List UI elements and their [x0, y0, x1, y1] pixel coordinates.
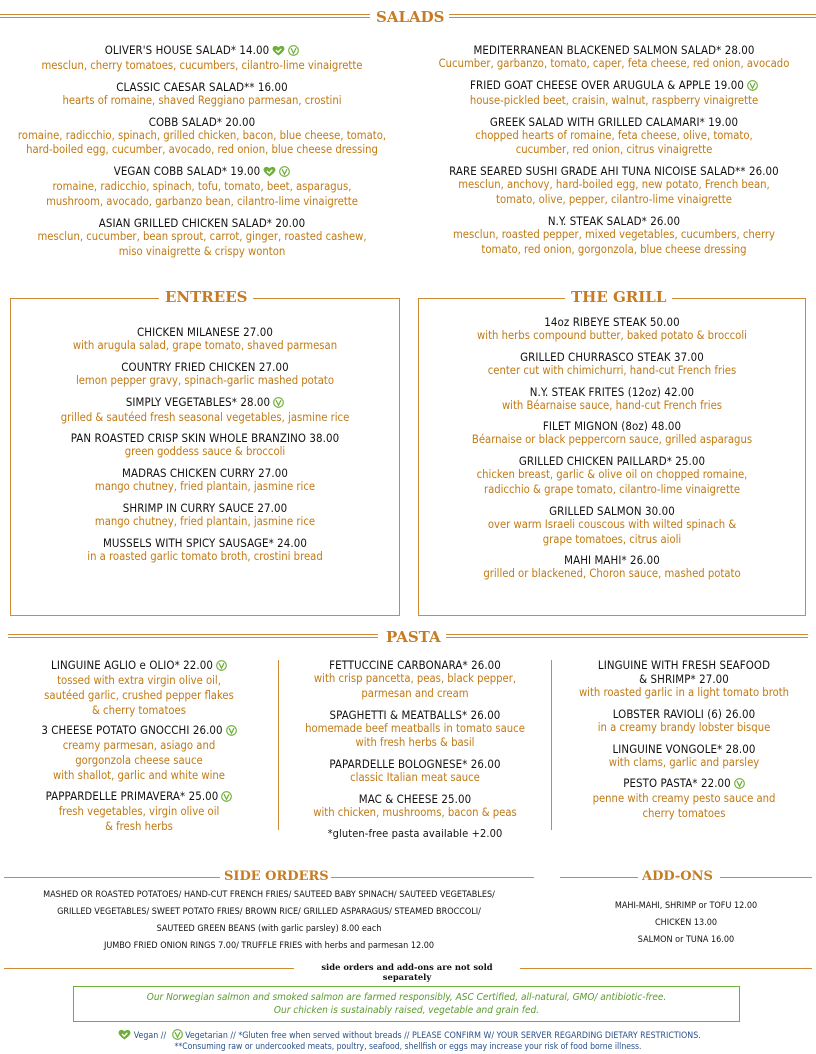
menu-item-description: with chicken, mushrooms, bacon & peas [313, 805, 517, 819]
menu-item-description: Béarnaise or black peppercorn sauce, grilled asparagus [471, 433, 753, 447]
menu-item [0, 164, 404, 210]
menu-item-name [0, 164, 404, 180]
menu-item-description: cherry tomatoes [642, 807, 726, 821]
side-orders-list [4, 887, 534, 955]
menu-item-name [284, 792, 546, 806]
menu-item-name [0, 115, 404, 129]
menu-item-name-text: PAPPARDELLE PRIMAVERA* 25.00 [45, 788, 219, 803]
menu-item [10, 466, 400, 495]
menu-item-name-text: COBB SALAD* 20.00 [148, 114, 256, 129]
menu-item-name-text: CHICKEN MILANESE 27.00 [137, 325, 273, 339]
menu-item [412, 214, 816, 258]
menu-item-name-text: COUNTRY FRIED CHICKEN 27.00 [121, 359, 289, 374]
menu-item [284, 658, 546, 702]
menu-item-description: house-pickled beet, craisin, walnut, raspberry vinaigrette [469, 93, 759, 107]
menu-item-name [0, 80, 404, 94]
menu-item [418, 419, 806, 448]
menu-item-description: mesclun, cucumber, bean sprout, carrot, ginger, roasted cashew, [37, 229, 367, 243]
addon-line: SALMON or TUNA 16.00 [637, 935, 735, 945]
menu-item [10, 395, 400, 426]
menu-item-name-text: LINGUINE VONGOLE* 28.00 [612, 741, 756, 756]
menu-item-description: center cut with chimichurri, hand-cut French fries [487, 363, 737, 377]
pasta-divider-left [278, 660, 279, 830]
menu-item-description: with crisp pancetta, peas, black pepper, [313, 672, 517, 685]
menu-item-name-text: SIMPLY VEGETABLES* 28.00 [125, 394, 271, 409]
menu-item-name-text: GREEK SALAD WITH GRILLED CALAMARI* 19.00 [489, 114, 739, 129]
menu-item-name-text: MAC & CHEESE 25.00 [358, 791, 472, 806]
menu-item-description: creamy parmesan, asiago and [62, 739, 216, 753]
menu-item [418, 553, 806, 582]
entrees-column [10, 325, 400, 571]
menu-item-name-text: GRILLED SALMON 30.00 [549, 503, 675, 518]
menu-item-description: mesclun, cherry tomatoes, cucumbers, cilantro-lime vinaigrette [41, 59, 363, 72]
vegetarian-legend-label: Vegetarian // *Gluten free when served without breads // PLEASE CONFIRM W/ YOUR SERVER REGARDING DIETARY RESTRICTIONS. [185, 1031, 701, 1041]
vegetarian-leaf-icon [221, 791, 232, 805]
menu-item-name-text: GRILLED CHICKEN PAILLARD* 25.00 [518, 454, 706, 469]
addon-line: CHICKEN 13.00 [654, 918, 717, 928]
menu-item-description: hearts of romaine, shaved Reggiano parmesan, crostini [62, 93, 342, 107]
menu-item-description: mango chutney, fried plantain, jasmine rice [94, 480, 316, 494]
side-orders-rule-right [324, 877, 534, 878]
menu-item-name-text: OLIVER'S HOUSE SALAD* 14.00 [104, 43, 270, 57]
salads-left-column [0, 43, 404, 265]
menu-item-description: mushroom, avocado, garbanzo bean, cilantro-lime vinaigrette [46, 194, 358, 208]
menu-item-name-text: FETTUCCINE CARBONARA* 26.00 [329, 658, 501, 672]
menu-item [10, 325, 400, 354]
menu-item-name-text: LINGUINE AGLIO e OLIO* 22.00 [51, 658, 213, 672]
menu-item-name [10, 466, 400, 480]
menu-item-description: in a roasted garlic tomato broth, crostini bread [87, 549, 323, 563]
menu-item-name-text: SPAGHETTI & MEATBALLS* 26.00 [329, 707, 501, 722]
menu-item-name-text: SHRIMP IN CURRY SAUCE 27.00 [122, 500, 288, 515]
pasta-middle-column [284, 658, 546, 841]
salads-heading: SALADS [372, 10, 449, 25]
menu-item [284, 708, 546, 752]
menu-item [418, 504, 806, 548]
menu-item-name [412, 78, 816, 94]
menu-item-name-text: MADRAS CHICKEN CURRY 27.00 [122, 466, 288, 481]
menu-item-description: chopped hearts of romaine, feta cheese, olive, tomato, [475, 128, 753, 142]
menu-item-description: chicken breast, garlic & olive oil on chopped romaine, [476, 468, 748, 482]
menu-item [284, 792, 546, 821]
menu-item-name [418, 385, 806, 399]
menu-item-name [418, 553, 806, 567]
pasta-right-column [558, 658, 810, 828]
menu-item-name [418, 350, 806, 364]
menu-item-name [10, 501, 400, 515]
vegan-legend-label: Vegan // [133, 1031, 167, 1041]
pasta-rule-left [8, 634, 378, 638]
sourcing-note-box [73, 986, 740, 1022]
menu-item-description: with herbs compound butter, baked potato & broccoli [477, 329, 747, 342]
menu-item-description: gorgonzola cheese sauce [75, 754, 203, 768]
sourcing-note-line: Our Norwegian salmon and smoked salmon are farmed responsibly, ASC Certified, all-natural, GMO/ antibiotic-free. [146, 992, 667, 1003]
addons-list [560, 898, 812, 949]
menu-item-name [418, 504, 806, 518]
menu-item-description: with roasted garlic in a light tomato broth [578, 686, 790, 699]
menu-item-name-text: CLASSIC CAESAR SALAD** 16.00 [116, 79, 288, 94]
menu-item-description: mesclun, roasted pepper, mixed vegetables, cucumbers, cherry [453, 227, 775, 241]
menu-item [412, 115, 816, 159]
menu-item-name [558, 776, 810, 792]
menu-item-name-text: MAHI MAHI* 26.00 [564, 553, 660, 568]
addon-line: MAHI-MAHI, SHRIMP or TOFU 12.00 [614, 901, 758, 911]
menu-item-description: romaine, radicchio, spinach, grilled chicken, bacon, blue cheese, tomato, [17, 128, 387, 142]
menu-item-description: Cucumber, garbanzo, tomato, caper, feta cheese, red onion, avocado [438, 57, 790, 70]
menu-item-name [284, 658, 546, 672]
not-sold-rule-left [4, 968, 294, 969]
menu-item-name-text: N.Y. STEAK SALAD* 26.00 [547, 213, 681, 228]
menu-item [8, 658, 270, 718]
menu-item [418, 350, 806, 379]
menu-item-name [558, 707, 810, 721]
menu-item-name [10, 536, 400, 550]
menu-item [412, 78, 816, 109]
menu-item-name [8, 723, 270, 739]
vegetarian-leaf-icon [216, 660, 227, 674]
menu-item-name-text: 3 CHEESE POTATO GNOCCHI 26.00 [41, 723, 223, 738]
grill-heading: THE GRILL [565, 290, 672, 305]
menu-item-name [418, 315, 806, 329]
menu-item-description: over warm Israeli couscous with wilted spinach & [487, 517, 737, 531]
menu-item-description: sautéed garlic, crushed pepper flakes [44, 688, 234, 702]
menu-item [8, 789, 270, 835]
menu-item-name [412, 115, 816, 129]
menu-item-name [558, 658, 810, 672]
menu-item-description: with arugula salad, grape tomato, shaved parmesan [72, 339, 338, 352]
menu-item-description: with fresh herbs & basil [355, 736, 475, 750]
pasta-rule-right [438, 634, 808, 638]
menu-item-description: grilled & sautéed fresh seasonal vegetables, jasmine rice [60, 410, 350, 424]
gluten-free-pasta-note: *gluten-free pasta available +2.00 [327, 826, 503, 840]
menu-item-name [10, 395, 400, 411]
menu-item-description: classic Italian meat sauce [350, 771, 480, 785]
addons-heading: ADD-ONS [642, 869, 713, 884]
menu-item-name [10, 431, 400, 445]
grill-column [418, 315, 806, 588]
menu-item [284, 757, 546, 786]
side-orders-line: SAUTEED GREEN BEANS (with garlic parsley) 8.00 each [156, 924, 382, 934]
menu-item-name [418, 454, 806, 468]
menu-item [558, 776, 810, 822]
vegan-heart-icon [272, 45, 285, 59]
vegetarian-leaf-icon [273, 397, 284, 411]
side-orders-line: MASHED OR ROASTED POTATOES/ HAND-CUT FRENCH FRIES/ SAUTEED BABY SPINACH/ SAUTEED VEGETABLES/ [43, 890, 495, 900]
menu-item-name-text: PAPARDELLE BOLOGNESE* 26.00 [329, 757, 501, 772]
menu-item-name [284, 757, 546, 771]
menu-item-name-text: PAN ROASTED CRISP SKIN WHOLE BRANZINO 38.00 [70, 431, 340, 446]
menu-item-description: penne with creamy pesto sauce and [592, 792, 776, 806]
menu-item [10, 360, 400, 389]
menu-item-name-text: N.Y. STEAK FRITES (12oz) 42.00 [529, 384, 695, 399]
menu-item-description: tossed with extra virgin olive oil, [57, 674, 221, 687]
side-orders-line: JUMBO FRIED ONION RINGS 7.00/ TRUFFLE FRIES with herbs and parmesan 12.00 [103, 941, 435, 951]
menu-item-name-text: MEDITERRANEAN BLACKENED SALMON SALAD* 28.00 [473, 43, 755, 57]
raw-food-footnote: **Consuming raw or undercooked meats, poultry, seafood, shellfish or eggs may increase your risk of food borne illness. [174, 1042, 642, 1052]
menu-item-name [0, 43, 404, 59]
menu-item-name-text: MUSSELS WITH SPICY SAUSAGE* 24.00 [102, 535, 308, 550]
menu-item-name-text: ASIAN GRILLED CHICKEN SALAD* 20.00 [98, 215, 306, 230]
menu-item-name [412, 43, 816, 57]
menu-item-description: parmesan and cream [361, 686, 469, 700]
menu-item-name-text: PESTO PASTA* 22.00 [623, 776, 731, 791]
menu-item-name-text: VEGAN COBB SALAD* 19.00 [113, 164, 261, 179]
menu-item-name-text: FILET MIGNON (8oz) 48.00 [542, 419, 682, 434]
menu-item-name [10, 325, 400, 339]
menu-item-description: grape tomatoes, citrus aioli [542, 532, 682, 546]
menu-item-description: tomato, red onion, gorgonzola, blue cheese dressing [481, 242, 747, 256]
menu-item-description: & cherry tomatoes [92, 703, 186, 717]
menu-item [412, 43, 816, 72]
pasta-divider-right [551, 660, 552, 830]
vegan-heart-icon [263, 166, 276, 180]
menu-item-description: & fresh herbs [105, 819, 173, 833]
menu-item [558, 707, 810, 736]
menu-item-name [412, 164, 816, 178]
side-orders-rule-left [4, 877, 220, 878]
menu-item-name [8, 658, 270, 674]
menu-item [558, 742, 810, 771]
menu-item [418, 385, 806, 414]
pasta-heading: PASTA [381, 630, 446, 645]
menu-item-name-text: LINGUINE WITH FRESH SEAFOOD [597, 658, 771, 672]
menu-item-description: lemon pepper gravy, spinach-garlic mashed potato [75, 373, 335, 387]
menu-item [412, 164, 816, 208]
menu-item-description: romaine, radicchio, spinach, tofu, tomato, beet, asparagus, [52, 180, 352, 194]
vegetarian-leaf-icon [279, 166, 290, 180]
menu-item-name-cont: & SHRIMP* 27.00 [639, 672, 729, 686]
menu-item-description: fresh vegetables, virgin olive oil [58, 804, 220, 818]
menu-item-name [558, 742, 810, 756]
addons-rule-left [560, 877, 638, 878]
menu-item-name [0, 216, 404, 230]
menu-item [10, 536, 400, 565]
addons-rule-right [720, 877, 812, 878]
salads-right-column [412, 43, 816, 263]
not-sold-separately-note: side orders and add-ons are not sold separately [296, 962, 518, 982]
menu-item-description: homemade beef meatballs in tomato sauce [305, 721, 525, 735]
menu-item-description: miso vinaigrette & crispy wonton [118, 244, 286, 258]
menu-item [10, 431, 400, 460]
menu-item [0, 43, 404, 74]
menu-item [0, 115, 404, 159]
vegetarian-leaf-icon [734, 778, 745, 792]
not-sold-rule-right [520, 968, 812, 969]
menu-item-name [10, 360, 400, 374]
menu-item-name-text: LOBSTER RAVIOLI (6) 26.00 [612, 706, 756, 721]
vegetarian-leaf-icon [226, 725, 237, 739]
menu-item-name [418, 419, 806, 433]
pasta-left-column [8, 658, 270, 839]
menu-item [10, 501, 400, 530]
menu-item-description: in a creamy brandy lobster bisque [597, 720, 771, 734]
menu-item-description: tomato, olive, pepper, cilantro-lime vinaigrette [496, 192, 732, 206]
menu-item-description: with clams, garlic and parsley [608, 755, 760, 769]
vegetarian-leaf-icon [747, 80, 758, 94]
side-orders-heading: SIDE ORDERS [224, 869, 329, 884]
menu-item [418, 454, 806, 498]
menu-item [0, 216, 404, 260]
vegetarian-leaf-icon [288, 45, 299, 59]
menu-item-name-text: FRIED GOAT CHEESE OVER ARUGULA & APPLE 19.00 [470, 77, 744, 92]
menu-item-description: with Béarnaise sauce, hand-cut French fries [501, 398, 723, 412]
menu-item-name [412, 214, 816, 228]
menu-item-name-text: RARE SEARED SUSHI GRADE AHI TUNA NICOISE SALAD** 26.00 [449, 164, 779, 179]
sourcing-note-line: Our chicken is sustainably raised, vegetable and grain fed. [273, 1005, 540, 1016]
menu-item-description: green goddess sauce & broccoli [124, 445, 286, 459]
menu-item-description: mesclun, anchovy, hard-boiled egg, new potato, French bean, [458, 178, 770, 192]
menu-item [418, 315, 806, 344]
salads-rule-left [0, 14, 370, 18]
menu-item-description: mango chutney, fried plantain, jasmine rice [94, 514, 316, 528]
menu-item [8, 723, 270, 783]
menu-item-name [284, 708, 546, 722]
salads-rule-right [446, 14, 816, 18]
menu-item [558, 658, 810, 701]
side-orders-line: GRILLED VEGETABLES/ SWEET POTATO FRIES/ BROWN RICE/ GRILLED ASPARAGUS/ STEAMED BROCCOLI/ [57, 907, 481, 917]
menu-item-name [8, 789, 270, 805]
menu-item-description: radicchio & grape tomato, cilantro-lime vinaigrette [483, 482, 741, 496]
menu-item [0, 80, 404, 109]
menu-item-description: grilled or blackened, Choron sauce, mashed potato [483, 567, 741, 581]
menu-item-description: cucumber, red onion, citrus vinaigrette [515, 143, 713, 157]
entrees-heading: ENTREES [159, 290, 253, 305]
menu-item-name-text: 14oz RIBEYE STEAK 50.00 [544, 315, 680, 329]
menu-item-name-text: GRILLED CHURRASCO STEAK 37.00 [520, 349, 704, 364]
menu-item-description: with shallot, garlic and white wine [53, 768, 225, 782]
menu-item-description: hard-boiled egg, cucumber, avocado, red onion, blue cheese dressing [26, 143, 378, 157]
